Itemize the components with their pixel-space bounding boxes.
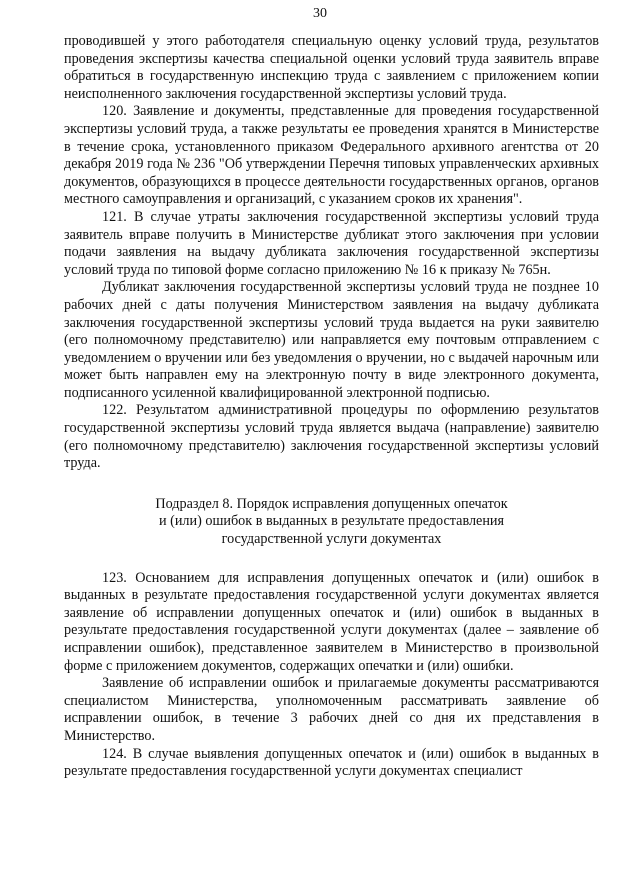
subsection-heading-line: государственной услуги документах bbox=[221, 531, 442, 548]
subsection-heading-line: и (или) ошибок в выданных в результате предоставления bbox=[158, 513, 505, 530]
paragraph-123: 123. Основанием для исправления допущенных опечаток и (или) ошибок в выданных в результате предоставления государственной услуги документах является заявление об исправлении допущенных опечаток и (или) ошибок в выданных в результате предоставления государственной услуги документах (далее – заявление об исправлении ошибок), представленное заявителем в Министерство в произвольной форме с приложением документов, содержащих опечатки и (или) ошибки. bbox=[64, 569, 599, 674]
page-number: 30 bbox=[313, 6, 327, 21]
paragraph-124: 124. В случае выявления допущенных опечаток и (или) ошибок в выданных в результате предоставления государственной услуги документах специалист bbox=[64, 745, 599, 780]
paragraph-duplicate: Дубликат заключения государственной экспертизы условий труда не позднее 10 рабочих дней с даты получения Министерством заявления на выдачу дубликата заключения государственной экспертизы условий труда выдается на руки заявителю (его полномочному представителю) или направляется ему почтовым отправлением с уведомлением о вручении или без уведомления о вручении, но с выдачей нарочным или может быть направлен ему на электронную почту в виде электронного документа, подписанного усиленной квалифицированной электронной подписью. bbox=[64, 279, 599, 401]
paragraph-review: Заявление об исправлении ошибок и прилагаемые документы рассматриваются специалистом Министерства, уполномоченным рассматривать заявление об исправлении ошибок, в течение 3 рабочих дней со дня их представления в Министерство. bbox=[64, 675, 599, 744]
subsection-heading-line: Подраздел 8. Порядок исправления допущенных опечаток bbox=[155, 495, 508, 512]
subsection-heading bbox=[64, 496, 599, 549]
paragraph-121: 121. В случае утраты заключения государственной экспертизы условий труда заявитель вправе получить в Министерстве дубликат этого заключения при условии подачи заявления на выдачу дубликата заключения государственной экспертизы условий труда по типовой форме согласно приложению № 16 к приказу № 765н. bbox=[64, 208, 599, 278]
paragraph-120: 120. Заявление и документы, представленные для проведения государственной экспертизы условий труда, а также результаты ее проведения хранятся в Министерстве в течение срока, установленного приказом Федерального архивного агентства от 20 декабря 2019 года № 236 "Об утверждении Перечня типовых управленческих архивных документов, образующихся в процессе деятельности государственных органов, органов местного самоуправления и организаций, с указанием сроков их хранения". bbox=[64, 103, 599, 208]
paragraph-continuation: проводившей у этого работодателя специальную оценку условий труда, результатов проведения экспертизы качества специальной оценки условий труда заявитель вправе обратиться в государственную инспекцию труда с заявлением с приложением копии неисполненного заключения государственной экспертизы условий труда. bbox=[64, 33, 599, 102]
paragraph-122: 122. Результатом административной процедуры по оформлению результатов государственной экспертизы условий труда является выдача (направление) заявителю (его полномочному представителю) заключения государственной экспертизы условий труда. bbox=[64, 402, 599, 472]
document-body bbox=[64, 33, 599, 781]
